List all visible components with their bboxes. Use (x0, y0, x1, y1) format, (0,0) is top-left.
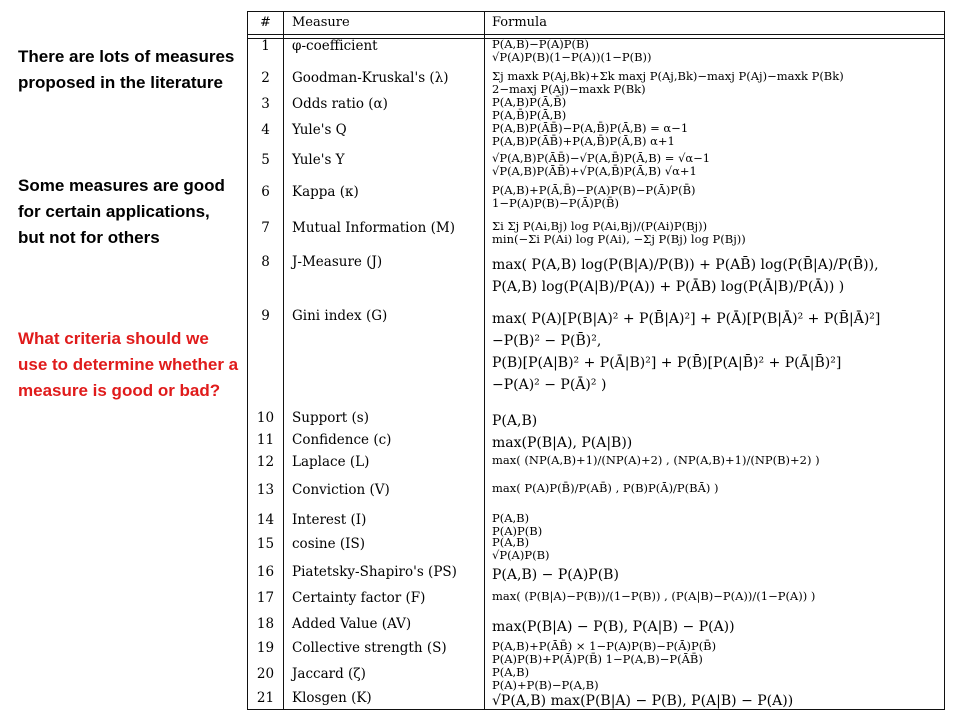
row-number: 15 (256, 536, 275, 552)
row-number: 5 (261, 152, 270, 168)
header-num: # (260, 15, 271, 30)
measure-name: Odds ratio (α) (292, 96, 388, 112)
measure-formula: Σj maxk P(Aj,Bk)+Σk maxj P(Aj,Bk)−maxj P(Aj)−maxk P(Bk) 2−maxj P(Aj)−maxk P(Bk) (492, 69, 844, 96)
measure-name: Piatetsky-Shapiro's (PS) (292, 564, 457, 580)
row-number: 17 (256, 590, 275, 606)
row-number: 4 (261, 122, 270, 138)
measure-name: Gini index (G) (292, 308, 388, 324)
row-number: 2 (261, 70, 270, 86)
measure-name: Laplace (L) (292, 454, 370, 470)
measure-name: Certainty factor (F) (292, 590, 426, 606)
measure-formula: max( (P(B|A)−P(B))/(1−P(B)) , (P(A|B)−P(A))/(1−P(A)) ) (492, 589, 816, 603)
note-criteria-question: What criteria should we use to determine whether a measure is good or bad? (18, 329, 239, 400)
measure-formula: max(P(B|A) − P(B), P(A|B) − P(A)) (492, 619, 735, 635)
measure-formula: P(A,B)+P(Ā,B̄)−P(A)P(B)−P(Ā)P(B̄) 1−P(A)P(B)−P(Ā)P(B̄) (492, 183, 696, 210)
measure-formula: P(A,B) √P(A)P(B) (492, 535, 550, 562)
measure-name: Jaccard (ζ) (292, 666, 366, 682)
notes-column (18, 44, 240, 400)
note-applications: Some measures are good for certain applications, but not for others (18, 176, 225, 247)
measure-formula: √P(A,B) max(P(B|A) − P(B), P(A|B) − P(A)) (492, 693, 794, 709)
measure-formula: P(A,B)−P(A)P(B) √P(A)P(B)(1−P(A))(1−P(B)) (492, 37, 652, 64)
row-number: 7 (261, 220, 270, 236)
measure-name: Collective strength (S) (292, 640, 447, 656)
measure-formula: P(A,B) − P(A)P(B) (492, 567, 619, 583)
measure-formula: max( P(A)P(B̄)/P(AB̄) , P(B)P(Ā)/P(BĀ) ) (492, 481, 719, 495)
row-number: 21 (256, 690, 275, 706)
row-number: 6 (261, 184, 270, 200)
measure-name: Interest (I) (292, 512, 367, 528)
note-many-measures: There are lots of measures proposed in the literature (18, 47, 235, 92)
measures-table (247, 11, 945, 710)
measure-name: Yule's Y (292, 152, 345, 168)
table-header (248, 12, 944, 35)
row-number: 11 (256, 432, 275, 448)
measure-formula: √P(A,B)P(ĀB̄)−√P(A,B̄)P(Ā,B) = √α−1 √P(A,B)P(ĀB̄)+√P(A,B̄)P(Ā,B) √α+1 (492, 151, 711, 178)
measure-formula: max( P(A,B) log(P(B|A)/P(B)) + P(AB̄) log(P(B̄|A)/P(B̄)), P(A,B) log(P(A|B)/P(A)) + P(ĀB) log(P(Ā|B)/P(Ā)) ) (492, 257, 879, 295)
measure-formula: P(A,B) P(A)+P(B)−P(A,B) (492, 665, 599, 692)
measure-formula: P(A,B) (492, 413, 538, 429)
measure-formula: P(A,B)P(Ā,B̄) P(A,B̄)P(Ā,B) (492, 95, 567, 122)
row-number: 9 (261, 308, 270, 324)
row-number: 10 (256, 410, 275, 426)
measure-name: Klosgen (K) (292, 690, 372, 706)
measure-name: Goodman-Kruskal's (λ) (292, 70, 449, 86)
measure-name: Kappa (κ) (292, 184, 359, 200)
measure-name: J-Measure (J) (292, 254, 383, 270)
measure-name: Yule's Q (292, 122, 347, 138)
row-number: 18 (256, 616, 275, 632)
measure-name: Added Value (AV) (292, 616, 412, 632)
measure-formula: Σi Σj P(Ai,Bj) log P(Ai,Bj)/(P(Ai)P(Bj)) min(−Σi P(Ai) log P(Ai), −Σj P(Bj) log P(Bj)) (492, 219, 746, 246)
measure-formula: max(P(B|A), P(A|B)) (492, 435, 633, 451)
measure-formula: P(A,B) P(A)P(B) (492, 511, 543, 538)
measure-name: Support (s) (292, 410, 369, 426)
measure-name: cosine (IS) (292, 536, 366, 552)
header-formula: Formula (492, 15, 547, 30)
column-divider (484, 12, 485, 709)
row-number: 8 (261, 254, 270, 270)
measure-formula: max( P(A)[P(B|A)² + P(B̄|A)²] + P(Ā)[P(B|Ā)² + P(B̄|Ā)²] −P(B)² − P(B̄)², P(B)[P(A|B)² + P(Ā|B)²] + P(B̄)[P(A|B̄)² + P(Ā|B̄)²] −P(A)² − P(Ā)² ) (492, 311, 881, 393)
row-number: 12 (256, 454, 275, 470)
measure-name: Confidence (c) (292, 432, 392, 448)
row-number: 20 (256, 666, 275, 682)
column-divider (283, 12, 284, 709)
measure-formula: max( (NP(A,B)+1)/(NP(A)+2) , (NP(A,B)+1)/(NP(B)+2) ) (492, 453, 820, 467)
header-measure: Measure (292, 15, 350, 30)
measure-name: Mutual Information (M) (292, 220, 455, 236)
measure-formula: P(A,B)+P(ĀB̄) × 1−P(A)P(B)−P(Ā)P(B̄) P(A)P(B)+P(Ā)P(B̄) 1−P(A,B)−P(ĀB̄) (492, 639, 717, 666)
measure-formula: P(A,B)P(ĀB̄)−P(A,B̄)P(Ā,B) = α−1 P(A,B)P(ĀB̄)+P(A,B̄)P(Ā,B) α+1 (492, 121, 689, 148)
row-number: 16 (256, 564, 275, 580)
measure-name: φ-coefficient (292, 38, 378, 54)
row-number: 13 (256, 482, 275, 498)
row-number: 14 (256, 512, 275, 528)
row-number: 3 (261, 96, 270, 112)
row-number: 19 (256, 640, 275, 656)
row-number: 1 (261, 38, 270, 54)
measure-name: Conviction (V) (292, 482, 390, 498)
